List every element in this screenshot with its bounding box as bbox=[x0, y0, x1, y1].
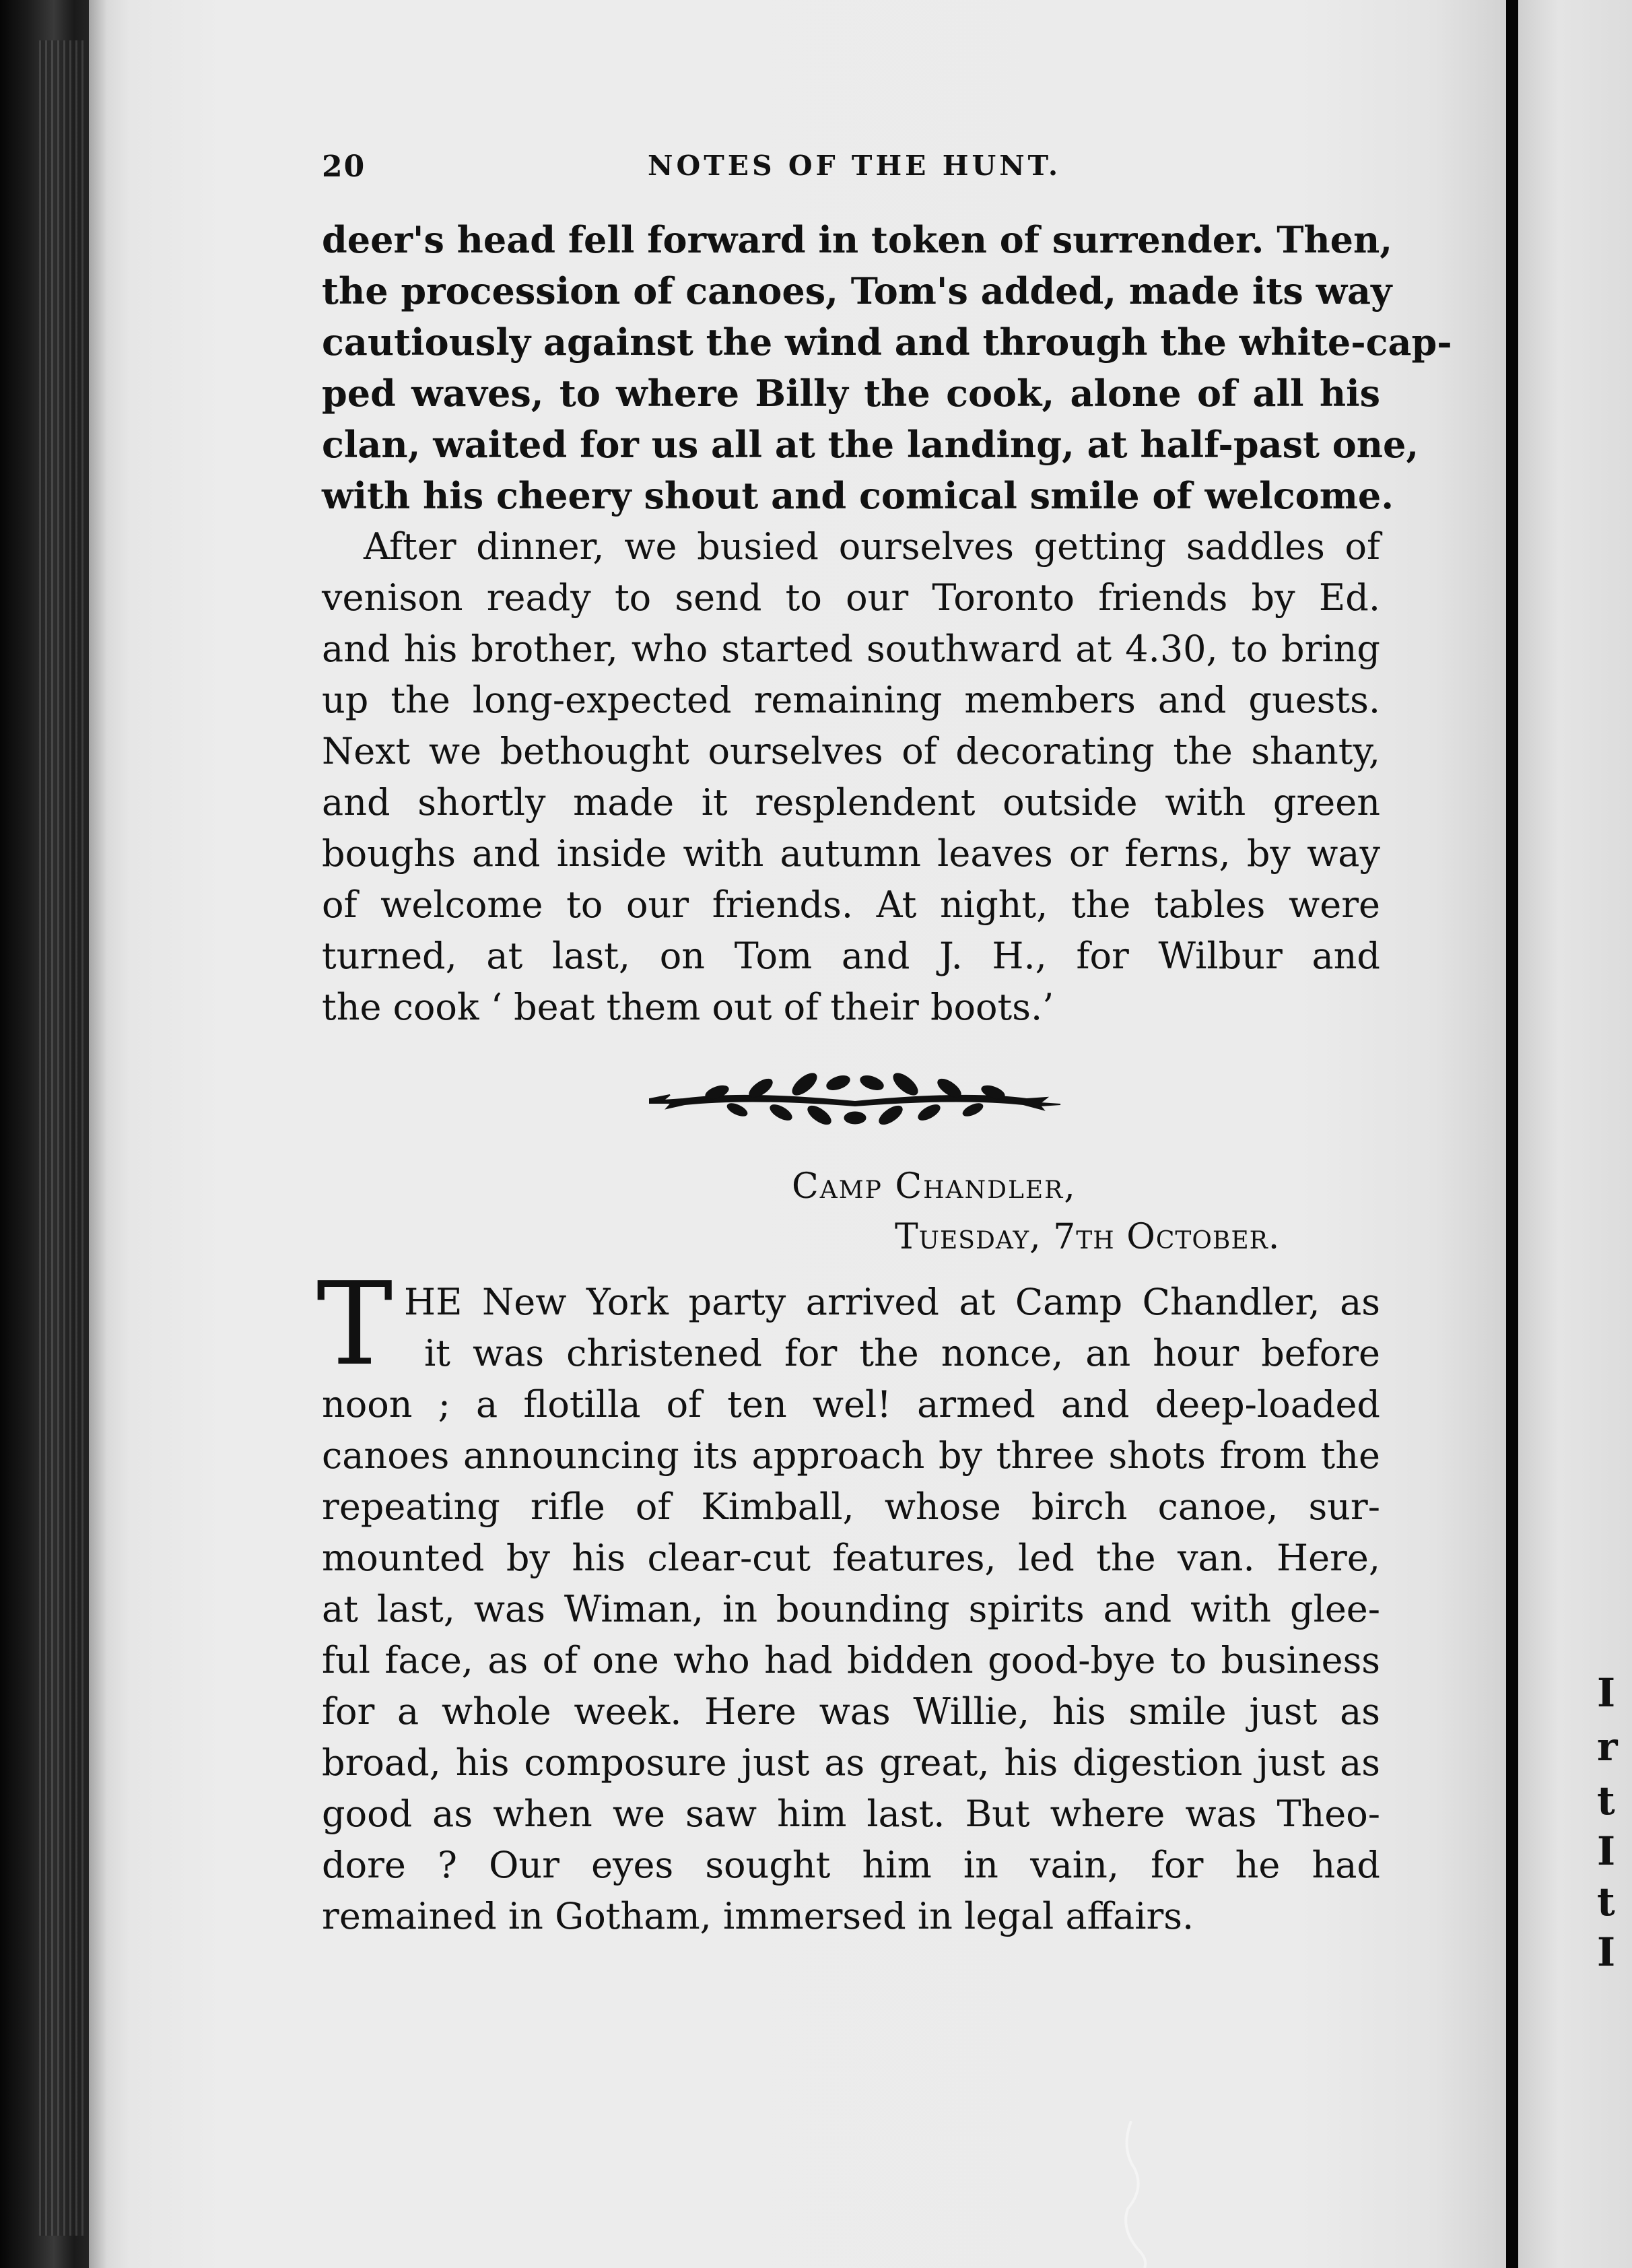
text-line: ped waves, to where Billy the cook, alone of all his bbox=[322, 372, 1380, 415]
text-line: cautiously against the wind and through the white-cap- bbox=[322, 321, 1452, 364]
scan-artifact-squiggle bbox=[1118, 2121, 1158, 2268]
text-line: repeating rifle of Kimball, whose birch canoe, sur- bbox=[322, 1486, 1380, 1528]
adjacent-page-fragment: t bbox=[1597, 1879, 1615, 1925]
text-line: at last, was Wiman, in bounding spirits and with glee- bbox=[322, 1588, 1380, 1630]
text-line: for a whole week. Here was Willie, his smile just as bbox=[322, 1690, 1380, 1733]
page-number: 20 bbox=[322, 149, 366, 184]
leaf-sprig-ornament bbox=[643, 1071, 1067, 1131]
text-line: mounted by his clear-cut features, led the van. Here, bbox=[322, 1537, 1380, 1579]
text-line: ful face, as of one who had bidden good-bye to business bbox=[322, 1639, 1380, 1681]
text-line: boughs and inside with autumn leaves or ferns, by way bbox=[322, 832, 1380, 875]
adjacent-page-sliver bbox=[1518, 0, 1632, 2268]
text-line-wrapped bbox=[424, 1328, 1380, 1379]
text-line: broad, his composure just as great, his digestion just as bbox=[322, 1741, 1380, 1784]
text-line: clan, waited for us all at the landing, at half-past one, bbox=[322, 423, 1419, 466]
text-line: Next we bethought ourselves of decorating the shanty, bbox=[322, 730, 1380, 772]
binding-texture bbox=[39, 40, 86, 2236]
text-line: of welcome to our friends. At night, the tables were bbox=[322, 883, 1380, 926]
text-line: HE New York party arrived at Camp Chandler, as bbox=[404, 1281, 1380, 1323]
text-line: venison ready to send to our Toronto friends by Ed. bbox=[322, 576, 1380, 619]
adjacent-page-fragment: I bbox=[1597, 1929, 1616, 1975]
text-line: up the long-expected remaining members and guests. bbox=[322, 679, 1380, 721]
text-line: After dinner, we busied ourselves getting saddles of bbox=[364, 525, 1380, 568]
running-head-title: NOTES OF THE HUNT. bbox=[648, 149, 1062, 182]
text-line: with his cheery shout and comical smile of welcome. bbox=[322, 474, 1394, 517]
text-line: the procession of canoes, Tom's added, made its way bbox=[322, 269, 1392, 312]
text-line-wrapped bbox=[404, 1277, 1380, 1328]
adjacent-page-fragment: t bbox=[1597, 1778, 1615, 1824]
text-line: and shortly made it resplendent outside with green bbox=[322, 781, 1380, 824]
paragraph-continuation bbox=[322, 214, 1452, 521]
text-line: dore ? Our eyes sought him in vain, for he had bbox=[322, 1844, 1380, 1886]
dateline-date: Tuesday, 7th October. bbox=[895, 1217, 1281, 1257]
text-line: remained in Gotham, immersed in legal affairs. bbox=[322, 1895, 1194, 1937]
drop-cap-letter: T bbox=[316, 1258, 393, 1391]
book-binding-gutter bbox=[0, 0, 101, 2268]
text-line: it was christened for the nonce, an hour before bbox=[424, 1332, 1380, 1374]
text-line: turned, at last, on Tom and J. H., for Wilbur and bbox=[322, 935, 1380, 977]
text-line: good as when we saw him last. But where was Theo- bbox=[322, 1793, 1380, 1835]
page-fold-edge bbox=[1506, 0, 1518, 2268]
adjacent-page-fragment: I bbox=[1597, 1828, 1616, 1874]
adjacent-page-fragment: I bbox=[1597, 1670, 1616, 1716]
page-edge-shadow bbox=[89, 0, 106, 2268]
text-line: and his brother, who started southward at 4.30, to bring bbox=[322, 628, 1380, 670]
adjacent-page-fragment: r bbox=[1597, 1724, 1618, 1770]
text-line: canoes announcing its approach by three shots from the bbox=[322, 1434, 1380, 1477]
text-line: noon ; a flotilla of ten wel! armed and deep-loaded bbox=[322, 1383, 1380, 1426]
dateline-place: Camp Chandler, bbox=[792, 1166, 1077, 1207]
paragraph-after-dinner bbox=[322, 521, 1380, 1033]
paragraph-new-york-party bbox=[322, 1379, 1380, 1942]
text-line: the cook ‘ beat them out of their boots.’ bbox=[322, 986, 1054, 1028]
text-line: deer's head fell forward in token of surrender. Then, bbox=[322, 218, 1393, 261]
